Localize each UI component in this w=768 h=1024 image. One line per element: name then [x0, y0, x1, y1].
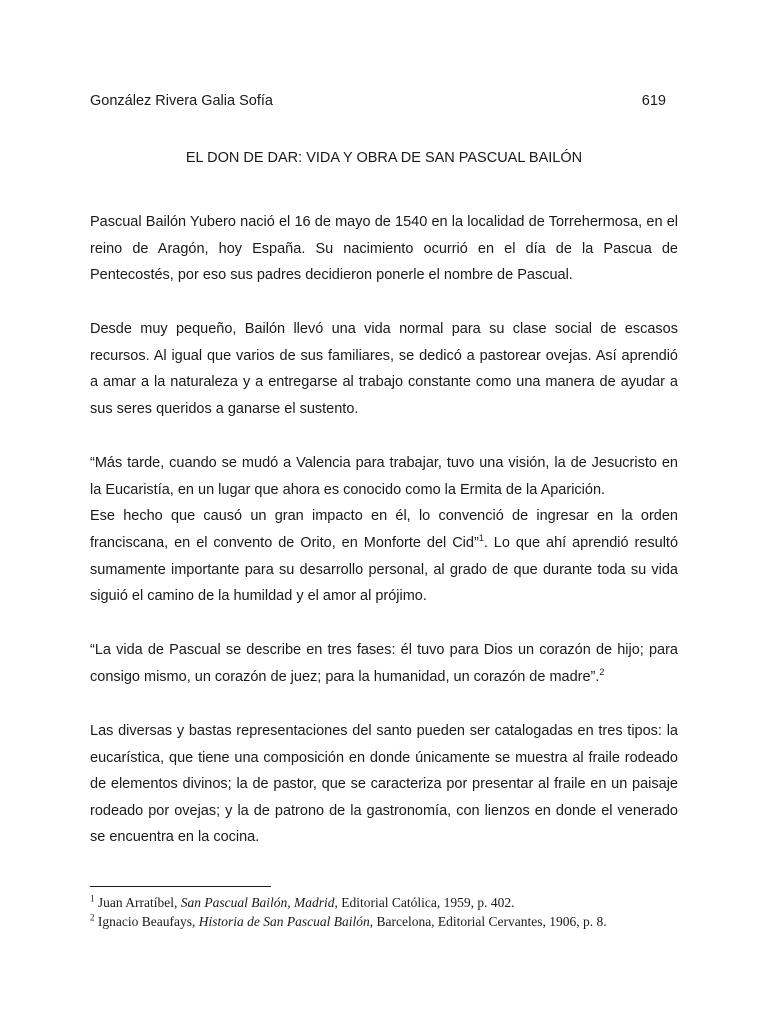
paragraph-3-quote: Ese hecho que causó un gran impacto en él, lo convenció de ingresar en la orden franciscana, en el convento de Orito, en Monforte del Cid”: [90, 508, 678, 551]
footnote-divider: [90, 886, 271, 887]
paragraph-4-text: “La vida de Pascual se describe en tres fases: él tuvo para Dios un corazón de hijo; para consigo mismo, un corazón de juez; para la humanidad, un corazón de madre”.: [90, 642, 678, 685]
author-name: González Rivera Galia Sofía: [90, 93, 273, 109]
paragraph-1: Pascual Bailón Yubero nació el 16 de mayo de 1540 en la localidad de Torrehermosa, en el reino de Aragón, hoy España. Su nacimiento ocurrió en el día de la Pascua de Pentecostés, por eso sus padres decidieron ponerle el nombre de Pascual.: [90, 214, 678, 284]
paragraph-3-line-1: “Más tarde, cuando se mudó a Valencia para trabajar, tuvo una visión, la de Jesucristo en la Eucaristía, en un lugar que ahora es conocido como la Ermita de la Aparición.: [90, 455, 678, 498]
footnote-ref-1: 1: [478, 533, 484, 544]
footnote-author: Ignacio Beaufays,: [94, 914, 199, 929]
footnote-work-title: San Pascual Bailón, Madrid: [180, 895, 335, 910]
paragraph-3-rest: . Lo que ahí aprendió resultó sumamente importante para su desarrollo personal, al grado de que durante toda su vida siguió el camino de la humildad y el amor al prójimo.: [90, 534, 679, 605]
footnote-2: [90, 912, 690, 931]
footnote-publication: , Barcelona, Editorial Cervantes, 1906, p. 8.: [369, 914, 607, 929]
running-header: [90, 91, 666, 111]
document-title: EL DON DE DAR: VIDA Y OBRA DE SAN PASCUAL BAILÓN: [185, 150, 583, 166]
footnote-ref-2: 2: [599, 666, 605, 677]
paragraph-5: Las diversas y bastas representaciones del santo pueden ser catalogadas en tres tipos: la eucarística, que tiene una composición en donde únicamente se muestra al fraile rodeado de elementos divinos; la de pastor, que se caracteriza por presentar al fraile en un paisaje rodeado por ovejas; y la de patrono de la gastronomía, con lienzos en donde el venerado se encuentra en la cocina.: [90, 722, 678, 846]
paragraph-3: [90, 450, 678, 610]
footnotes: [90, 893, 690, 931]
footnote-number: 2: [90, 912, 95, 923]
paragraph-4: [90, 637, 678, 690]
footnote-publication: , Editorial Católica, 1959, p. 402.: [334, 895, 515, 910]
paragraph-2: Desde muy pequeño, Bailón llevó una vida normal para su clase social de escasos recursos. Al igual que varios de sus familiares, se dedicó a pastorear ovejas. Así aprendió a amar a la naturaleza y a entregarse al trabajo constante como una manera de ayudar a sus seres queridos a ganarse el sustento.: [90, 321, 678, 418]
body-text: [90, 209, 678, 878]
footnote-author: Juan Arratíbel,: [94, 895, 181, 910]
footnote-1: [90, 893, 690, 912]
footnote-work-title: Historia de San Pascual Bailón: [198, 914, 370, 929]
footnote-number: 1: [90, 893, 95, 904]
page-number: 619: [641, 93, 666, 109]
